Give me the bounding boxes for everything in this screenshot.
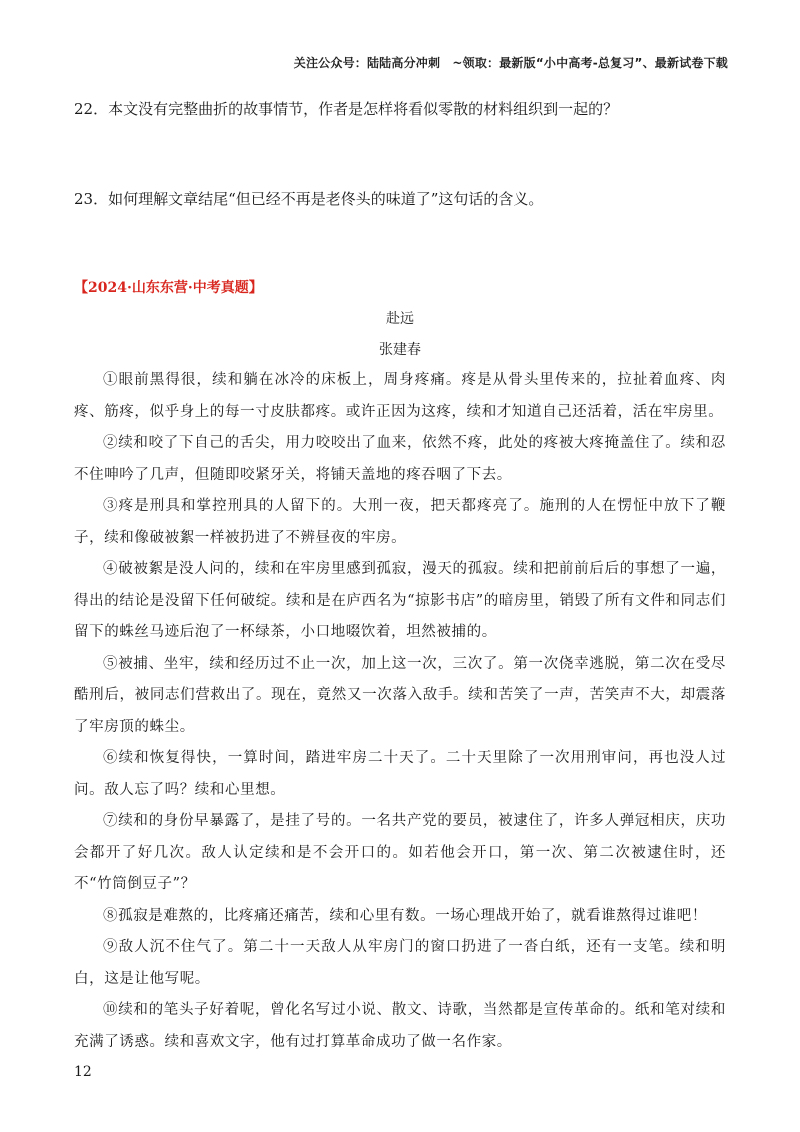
question-22: 22．本文没有完整曲折的故事情节，作者是怎样将看似零散的材料组织到一起的？ [74,100,619,118]
paragraph-3: ③疼是刑具和掌控刑具的人留下的。大刑一夜，把天都疼亮了。施刑的人在愣怔中放下了鞭子，续和像破被絮一样被扔进了不辨昼夜的牢房。 [74,498,726,546]
paragraph-2: ②续和咬了下自己的舌尖，用力咬咬出了血来，依然不疼，此处的疼被大疼掩盖住了。续和忍不住呻吟了几声，但随即咬紧牙关，将铺天盖地的疼吞咽了下去。 [74,435,726,483]
paragraph-9: ⑨敌人沉不住气了。第二十一天敌人从牢房门的窗口扔进了一沓白纸，还有一支笔。续和明白，这是让他写呢。 [74,939,726,987]
article-author: 张建春 [379,342,421,358]
paragraph-7: ⑦续和的身份早暴露了，是挂了号的。一名共产党的要员，被逮住了，许多人弹冠相庆，庆功会都开了好几次。敌人认定续和是不会开口的。如若他会开口，第一次、第二次被逮住时，还不“竹筒倒豆子”？ [74,813,726,892]
paragraph-4: ④破被絮是没人问的，续和在牢房里感到孤寂，漫天的孤寂。续和把前前后后的事想了一遍，得出的结论是没留下任何破绽。续和是在庐西名为“掠影书店”的暗房里，销毁了所有文件和同志们留下的蛛丝马迹后泡了一杯绿茶，小口地啜饮着，坦然被捕的。 [74,561,726,640]
article-title: 赴远 [386,311,414,327]
header-note: 关注公众号：陆陆高分冲刺 ~领取：最新版“小中高考-总复习”、最新试卷下载 [293,56,728,70]
source-tag: 【2024·山东东营·中考真题】 [74,280,263,296]
paragraph-1: ①眼前黑得很，续和躺在冰冷的床板上，周身疼痛。疼是从骨头里传来的，拉扯着血疼、肉疼、筋疼，似乎身上的每一寸皮肤都疼。或许正因为这疼，续和才知道自己还活着，活在牢房里。 [74,372,726,420]
paragraph-8: ⑧孤寂是难熬的，比疼痛还痛苦，续和心里有数。一场心理战开始了，就看谁熬得过谁吧！ [103,907,707,924]
article-body [74,365,726,1058]
paragraph-10: ⑩续和的笔头子好着呢，曾化名写过小说、散文、诗歌，当然都是宣传革命的。纸和笔对续和充满了诱惑。续和喜欢文字，他有过打算革命成功了做一名作家。 [74,1002,726,1050]
page-number: 12 [74,1064,92,1080]
paragraph-6: ⑥续和恢复得快，一算时间，踏进牢房二十天了。二十天里除了一次用刑审问，再也没人过问。敌人忘了吗？续和心里想。 [74,750,726,798]
paragraph-5: ⑤被捕、坐牢，续和经历过不止一次，加上这一次，三次了。第一次侥幸逃脱，第二次在受尽酷刑后，被同志们营救出了。现在，竟然又一次落入敌手。续和苦笑了一声，苦笑声不大，却震落了牢房顶的蛛尘。 [74,655,726,735]
question-23: 23．如何理解文章结尾“但已经不再是老佟头的味道了”这句话的含义。 [74,190,544,208]
